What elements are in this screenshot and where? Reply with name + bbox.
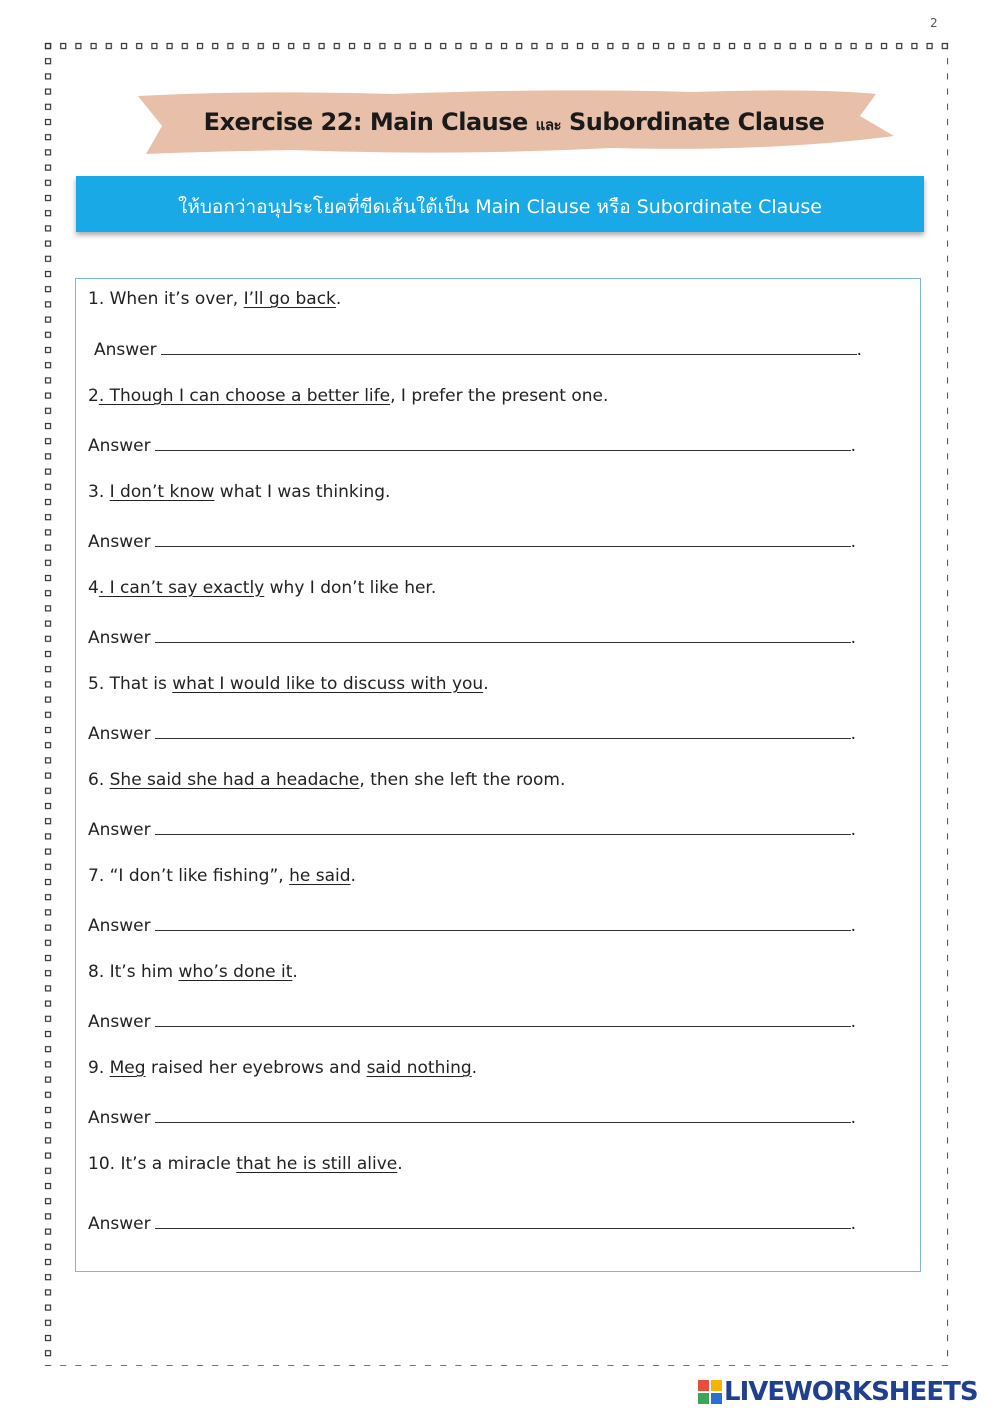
page-number: 2 — [930, 16, 938, 30]
answer-5[interactable]: Answer . — [88, 724, 857, 744]
answer-6-line[interactable] — [155, 818, 851, 835]
answer-7[interactable]: Answer . — [88, 916, 857, 936]
question-8: 8. It’s him who’s done it. — [88, 962, 298, 982]
question-5: 5. That is what I would like to discuss with you. — [88, 674, 489, 694]
title-banner — [132, 86, 896, 160]
question-4: 4. I can’t say exactly why I don’t like her. — [88, 578, 437, 598]
question-1: 1. When it’s over, I’ll go back. — [88, 289, 342, 309]
answer-3-line[interactable] — [155, 530, 851, 547]
question-9: 9. Meg raised her eyebrows and said nothing. — [88, 1058, 478, 1078]
answer-3[interactable]: Answer . — [88, 532, 857, 552]
answer-4[interactable]: Answer . — [88, 628, 857, 648]
answer-10-line[interactable] — [155, 1212, 851, 1229]
answer-9[interactable]: Answer . — [88, 1108, 857, 1128]
answer-10[interactable]: Answer . — [88, 1214, 857, 1234]
page-title: Exercise 22: Main Clause และ Subordinate Clause — [203, 108, 825, 136]
answer-9-line[interactable] — [155, 1106, 851, 1123]
liveworksheets-logo-text: LIVEWORKSHEETS — [724, 1377, 978, 1407]
question-7: 7. “I don’t like fishing”, he said. — [88, 866, 356, 886]
answer-8-line[interactable] — [155, 1010, 851, 1027]
liveworksheets-logo — [698, 1376, 994, 1408]
answer-2[interactable]: Answer . — [88, 436, 857, 456]
answer-5-line[interactable] — [155, 722, 851, 739]
answer-1-line[interactable] — [161, 338, 857, 355]
question-6: 6. She said she had a headache, then she left the room. — [88, 770, 566, 790]
instruction-text: ให้บอกว่าอนุประโยคที่ขีดเส้นใต้เป็น Main Clause หรือ Subordinate Clause — [178, 196, 822, 218]
answer-8[interactable]: Answer . — [88, 1012, 857, 1032]
answer-2-line[interactable] — [155, 434, 851, 451]
instruction-bar — [76, 176, 924, 232]
question-2: 2. Though I can choose a better life, I prefer the present one. — [88, 386, 609, 406]
answer-1[interactable]: Answer . — [94, 340, 863, 360]
answer-6[interactable]: Answer . — [88, 820, 857, 840]
answer-7-line[interactable] — [155, 914, 851, 931]
question-3: 3. I don’t know what I was thinking. — [88, 482, 391, 502]
liveworksheets-logo-icon — [698, 1380, 722, 1404]
question-10: 10. It’s a miracle that he is still alive. — [88, 1154, 403, 1174]
answer-4-line[interactable] — [155, 626, 851, 643]
